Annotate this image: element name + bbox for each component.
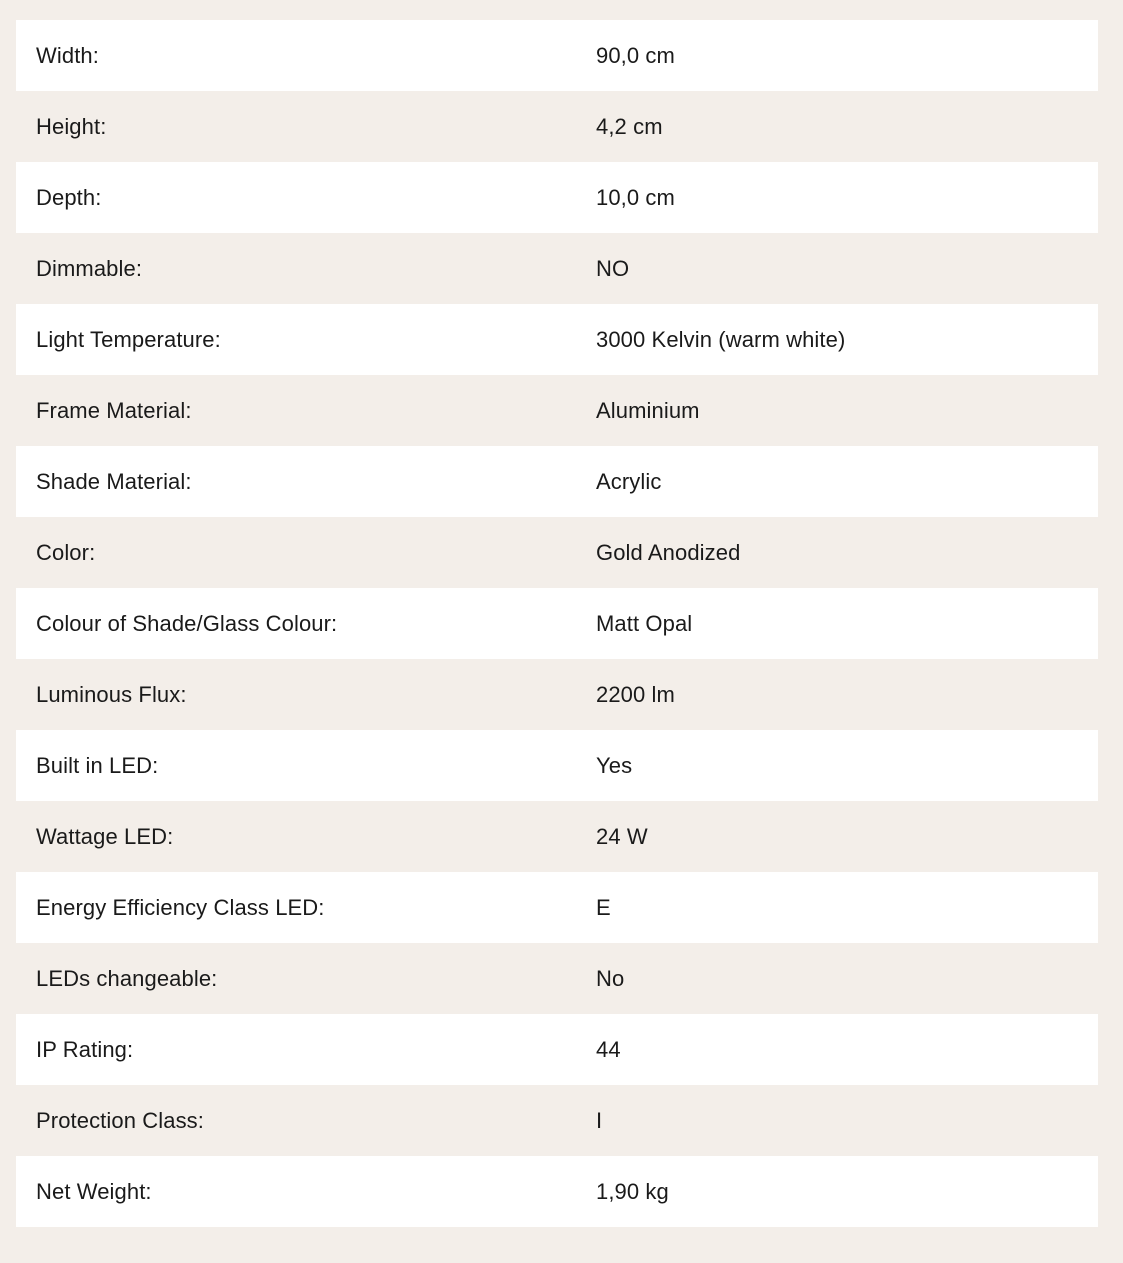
spec-label: Net Weight: bbox=[36, 1178, 152, 1204]
spec-row-light-temperature bbox=[16, 304, 1098, 375]
spec-row-built-in-led bbox=[16, 730, 1098, 801]
spec-value: 3000 Kelvin (warm white) bbox=[596, 326, 846, 352]
spec-value: Gold Anodized bbox=[596, 539, 741, 565]
spec-label: Built in LED: bbox=[36, 752, 159, 778]
spec-row-width bbox=[16, 20, 1098, 91]
spec-value: I bbox=[596, 1107, 603, 1133]
spec-value: 44 bbox=[596, 1036, 621, 1062]
spec-value: NO bbox=[596, 255, 630, 281]
spec-row-ip-rating bbox=[16, 1014, 1098, 1085]
spec-row-depth bbox=[16, 162, 1098, 233]
spec-row-height bbox=[16, 91, 1098, 162]
spec-value: 10,0 cm bbox=[596, 184, 675, 210]
spec-row-frame-material bbox=[16, 375, 1098, 446]
spec-value: Aluminium bbox=[596, 397, 700, 423]
spec-label: Light Temperature: bbox=[36, 326, 221, 352]
spec-label: Wattage LED: bbox=[36, 823, 174, 849]
spec-label: IP Rating: bbox=[36, 1036, 134, 1062]
spec-label: Width: bbox=[36, 42, 99, 68]
spec-label: Luminous Flux: bbox=[36, 681, 187, 707]
spec-row-wattage-led bbox=[16, 801, 1098, 872]
spec-label: Energy Efficiency Class LED: bbox=[36, 894, 325, 920]
spec-label: Color: bbox=[36, 539, 96, 565]
spec-value: Acrylic bbox=[596, 468, 662, 494]
spec-value: 24 W bbox=[596, 823, 648, 849]
spec-label: Height: bbox=[36, 113, 107, 139]
spec-label: Shade Material: bbox=[36, 468, 192, 494]
spec-row-color bbox=[16, 517, 1098, 588]
spec-value: No bbox=[596, 965, 625, 991]
spec-row-protection-class bbox=[16, 1085, 1098, 1156]
spec-label: Colour of Shade/Glass Colour: bbox=[36, 610, 338, 636]
spec-row-net-weight bbox=[16, 1156, 1098, 1227]
spec-value: 90,0 cm bbox=[596, 42, 675, 68]
spec-row-leds-changeable bbox=[16, 943, 1098, 1014]
spec-value: E bbox=[596, 894, 611, 920]
spec-row-luminous-flux bbox=[16, 659, 1098, 730]
spec-value: 4,2 cm bbox=[596, 113, 663, 139]
spec-row-dimmable bbox=[16, 233, 1098, 304]
spec-value: 1,90 kg bbox=[596, 1178, 669, 1204]
spec-value: Matt Opal bbox=[596, 610, 693, 636]
spec-value: Yes bbox=[596, 752, 633, 778]
spec-label: LEDs changeable: bbox=[36, 965, 218, 991]
spec-label: Frame Material: bbox=[36, 397, 192, 423]
spec-value: 2200 lm bbox=[596, 681, 675, 707]
spec-row-energy-efficiency bbox=[16, 872, 1098, 943]
spec-label: Protection Class: bbox=[36, 1107, 204, 1133]
spec-label: Dimmable: bbox=[36, 255, 143, 281]
spec-row-shade-colour bbox=[16, 588, 1098, 659]
spec-row-shade-material bbox=[16, 446, 1098, 517]
product-spec-table bbox=[16, 20, 1098, 1227]
spec-label: Depth: bbox=[36, 184, 102, 210]
